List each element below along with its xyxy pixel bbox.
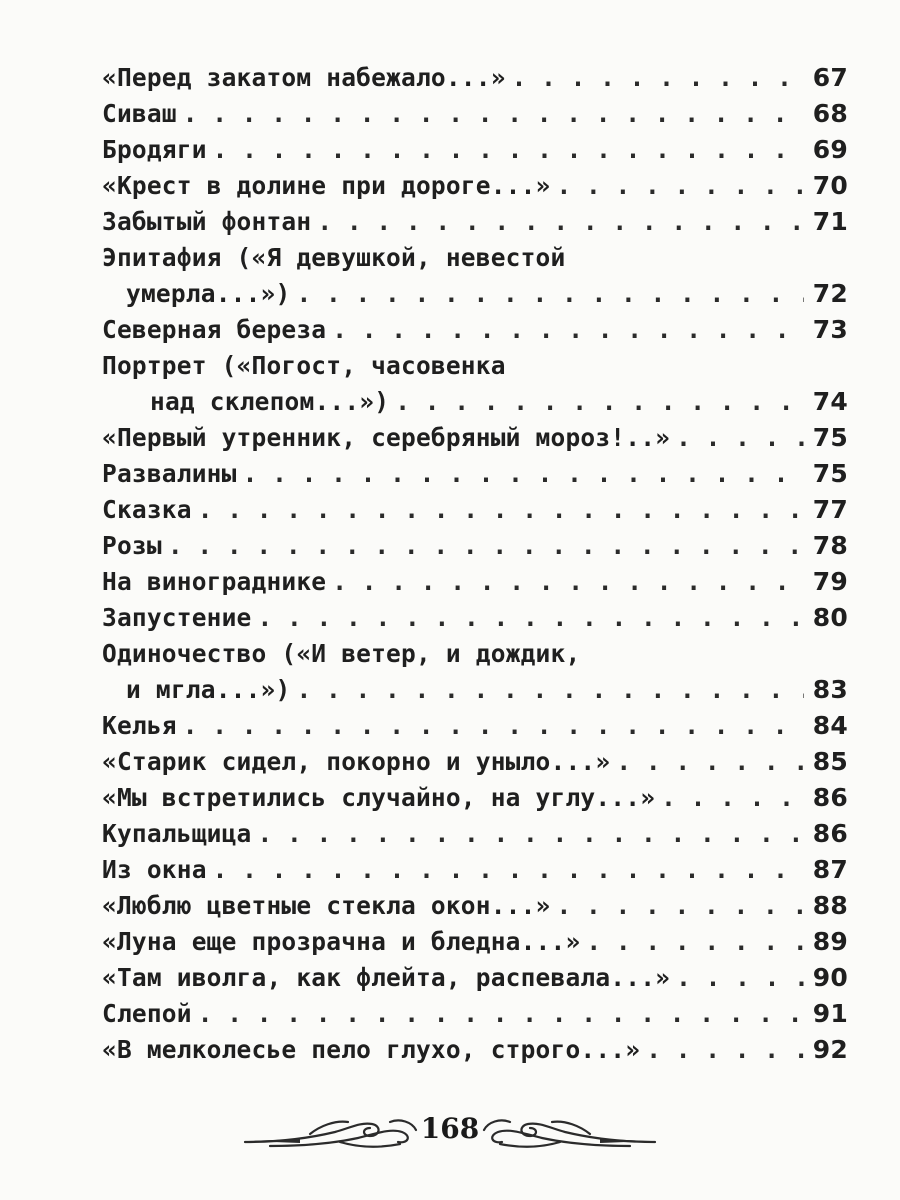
toc-entry	[102, 96, 848, 132]
dot-leader	[676, 420, 804, 456]
toc-entry-title: «Перед закатом набежало...»	[102, 63, 506, 92]
dot-leader	[183, 96, 804, 132]
dot-leader	[661, 780, 804, 816]
toc-entry-page: 90	[812, 963, 848, 992]
toc-entry	[102, 240, 848, 312]
toc-entry	[102, 456, 848, 492]
toc-entry	[102, 636, 848, 708]
toc-entry-title: «Люблю цветные стекла окон...»	[102, 891, 551, 920]
dot-leader	[243, 456, 804, 492]
toc-entry-page: 91	[812, 999, 848, 1028]
toc-entry-page: 87	[812, 855, 848, 884]
toc-entry	[102, 744, 848, 780]
toc-entry	[102, 780, 848, 816]
toc-entry	[102, 348, 848, 420]
toc-entry-title-continuation: над склепом...»)	[150, 387, 390, 416]
toc-entry-title: Одиночество («И ветер, и дождик,	[102, 639, 581, 668]
page-footer	[240, 1108, 660, 1156]
dot-leader	[332, 564, 804, 600]
toc-entry-title: «Там иволга, как флейта, распевала...»	[102, 963, 671, 992]
toc-entry-page: 83	[812, 675, 848, 704]
toc-entry-title: Портрет («Погост, часовенка	[102, 351, 506, 380]
toc-entry	[102, 960, 848, 996]
dot-leader	[183, 708, 804, 744]
dot-leader	[198, 492, 804, 528]
dot-leader	[213, 132, 804, 168]
toc-entry	[102, 924, 848, 960]
toc-entry-page: 77	[812, 495, 848, 524]
dot-leader	[258, 600, 804, 636]
toc-entry-title: Слепой	[102, 999, 192, 1028]
dot-leader	[258, 816, 804, 852]
toc-entry	[102, 528, 848, 564]
toc-entry-title: Келья	[102, 711, 177, 740]
toc-entry-page: 69	[812, 135, 848, 164]
dot-leader	[676, 960, 804, 996]
dot-leader	[557, 168, 804, 204]
toc-entry	[102, 168, 848, 204]
toc-entry	[102, 420, 848, 456]
toc-entry	[102, 816, 848, 852]
toc-entry-title: На винограднике	[102, 567, 327, 596]
toc-entry	[102, 888, 848, 924]
toc-entry-page: 80	[812, 603, 848, 632]
toc-entry-title: «Мы встретились случайно, на углу...»	[102, 783, 656, 812]
toc-entry-page: 78	[812, 531, 848, 560]
toc-entry-page: 75	[812, 459, 848, 488]
page-number: 168	[420, 1112, 480, 1145]
toc-entry-page: 67	[812, 63, 848, 92]
dot-leader	[296, 672, 804, 708]
toc-entry-title: Розы	[102, 531, 162, 560]
toc-entry	[102, 996, 848, 1032]
toc-entry-page: 86	[812, 819, 848, 848]
toc-entry-page: 75	[812, 423, 848, 452]
toc-entry	[102, 60, 848, 96]
toc-entry-title-continuation: и мгла...»)	[126, 675, 291, 704]
toc-entry-page: 92	[812, 1035, 848, 1064]
toc-entry-title: «Первый утренник, серебряный мороз!..»	[102, 423, 671, 452]
dot-leader	[198, 996, 804, 1032]
dot-leader	[616, 744, 804, 780]
dot-leader	[512, 60, 804, 96]
toc-entry-page: 89	[812, 927, 848, 956]
toc-entry-title: «Старик сидел, покорно и уныло...»	[102, 747, 611, 776]
toc-entry-title: Из окна	[102, 855, 207, 884]
dot-leader	[557, 888, 804, 924]
toc-entry-page: 70	[812, 171, 848, 200]
dot-leader	[213, 852, 804, 888]
toc-entry-page: 88	[812, 891, 848, 920]
toc-entry-title: Запустение	[102, 603, 252, 632]
dot-leader	[586, 924, 804, 960]
table-of-contents	[102, 60, 848, 1068]
toc-entry-title: Развалины	[102, 459, 237, 488]
toc-entry-page: 72	[812, 279, 848, 308]
toc-entry	[102, 132, 848, 168]
toc-entry	[102, 492, 848, 528]
toc-entry	[102, 204, 848, 240]
toc-entry-title: Купальщица	[102, 819, 252, 848]
toc-entry-page: 84	[812, 711, 848, 740]
toc-entry-title-continuation: умерла...»)	[126, 279, 291, 308]
dot-leader	[317, 204, 804, 240]
toc-entry-title: Сиваш	[102, 99, 177, 128]
dot-leader	[646, 1032, 804, 1068]
dot-leader	[332, 312, 804, 348]
toc-entry	[102, 564, 848, 600]
toc-entry-page: 73	[812, 315, 848, 344]
toc-entry-title: Эпитафия («Я девушкой, невестой	[102, 243, 566, 272]
toc-entry-title: «В мелколесье пело глухо, строго...»	[102, 1035, 641, 1064]
toc-entry-page: 86	[812, 783, 848, 812]
toc-entry	[102, 708, 848, 744]
toc-entry	[102, 312, 848, 348]
toc-entry-page: 79	[812, 567, 848, 596]
toc-entry-title: Сказка	[102, 495, 192, 524]
dot-leader	[395, 384, 804, 420]
toc-entry-title: «Крест в долине при дороге...»	[102, 171, 551, 200]
dot-leader	[296, 276, 804, 312]
toc-entry	[102, 852, 848, 888]
dot-leader	[168, 528, 804, 564]
toc-entry-title: Бродяги	[102, 135, 207, 164]
toc-entry-title: Забытый фонтан	[102, 207, 312, 236]
toc-entry-page: 71	[812, 207, 848, 236]
toc-entry-title: Северная береза	[102, 315, 327, 344]
toc-entry-page: 85	[812, 747, 848, 776]
toc-entry-page: 74	[812, 387, 848, 416]
toc-entry-page: 68	[812, 99, 848, 128]
toc-entry-title: «Луна еще прозрачна и бледна...»	[102, 927, 581, 956]
toc-entry	[102, 600, 848, 636]
toc-entry	[102, 1032, 848, 1068]
